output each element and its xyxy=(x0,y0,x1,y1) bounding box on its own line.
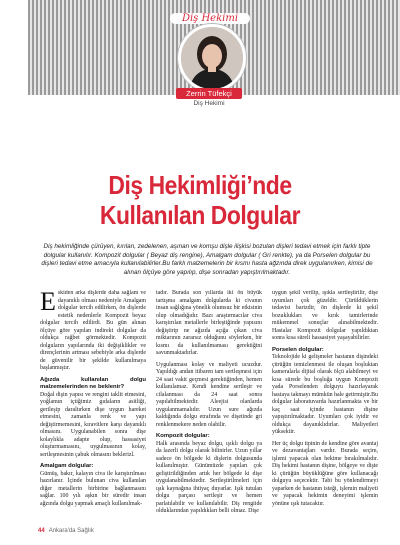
column-1 xyxy=(40,290,146,522)
title-line-2: Kullanılan Dolgular xyxy=(99,200,301,230)
paragraph: Gümüş, bakır, kalayın civa ile karıştırılması hazırlanır. İçinde bulunan civa kullanılan diğer metallerin birbirine bağlanmasını sağlar. 100 yılı aşkın bir süredir insan ağzında dolgu yapmak amaçlı kullanılmak- xyxy=(40,470,146,507)
paragraph: Uygulanması kolay ve maliyeti ucuzdur. Yapıldığı andan itibaren tam sertleşmesi için 24 saat vakit geçmesi gerektiğinden, hemen kullanılamaz. Kendi kendine sertleşir ve cilalanması da 24 saat sonra yapılabilmektedir. Aleejisi olanlarda uygulanmamalıdır. Uzun sure ağızda kaldığında dolgu etrafında ve dişetinde gri renklenmekere neden olabilir. xyxy=(156,361,262,428)
page-footer xyxy=(38,528,94,534)
section-label: Diş Hekimi xyxy=(170,13,250,24)
drop-cap: E xyxy=(40,290,56,316)
paragraph: tadır. Burada son yıllarda iki ön büyük tartışma amalgam dolgularda ki civanın insan sağlığına yönelik olumsuz bir etkisinin olup olmadığıdır. Bazı araştırmacılar civa karıştırılan metallerle birleştiğinde yapısını değiştirip ne ağızda açığa çıkan civa miktarının zararsız olduğunu söylerken, bir kısmı da kullanılmaması gerektiğini savunmaktadırlar. xyxy=(156,290,262,356)
column-3 xyxy=(272,290,378,522)
heading-amalgam: Amalgam dolgular: xyxy=(40,463,94,469)
author-title: Diş Hekimi xyxy=(193,100,225,107)
article-lead: Diş hekimliğinde çürüyen, kırılan, zedelenen, aşınan ve komşu dişle ilişkisi bozulan dişleri tedavi etmek için farklı tipte dolgular kullanılır. Kompozit dolgular ( Beyaz diş rengine), Amalgam dolgular ( Gri renkte), ya da Porselen dolgular bu dişleri tedavi etme amacıyla kullanılabilirler.Bu farklı malzemelerin bir kısmı hasta ağzında direk uygulanırken, kimisi de alınan ölçüye göre yapılıp, dişe sonradan yapıştırılmaktadır. xyxy=(41,243,373,277)
page-number: 44 xyxy=(38,528,45,534)
intro-paragraph xyxy=(40,290,146,373)
title-line-1: Diş Hekimliği’nde xyxy=(108,170,292,200)
article-title xyxy=(24,170,376,230)
author-photo-illustration xyxy=(181,27,243,89)
paragraph: uygun şekil verilip, ışıkla sertleştirilir, dişe uyumları çok güzeldir. Çürüldüklerin tedavisi barizdir, ön dişlerde ki şekil bozuklukları ve kırık tamirlerinde mükemmel sonuçlar alınabilmektedir. Hastalar Kompozit dolgular yapıldıktan sonra kısa süreli hassasiyet yaşayabilirler. xyxy=(272,290,378,341)
magazine-name: Ankara'da Sağlık xyxy=(48,528,94,534)
heading-porcelain: Porselen dolgular: xyxy=(272,346,324,353)
paragraph: Her üç dolgu tipinin de kendine göre avantaj ve dezavantajları vardır. Burada seçim, işlemi yapacak olan hekime bırakılmalıdır. Diş hekimi hastanın dişine, bölgeye ve dişte ki çürüğün büyüklüğüne göre kullanacağı dolguyu seçecektir. Tabi bu yönlendirmeyi yaparken de hastanın isteği, işlemin maliyeti ve yapacak hekimin deneyimi işlemin yönüne ışık tutacaktır. xyxy=(272,440,378,507)
author-name-badge: Zerrin Tüfekçi xyxy=(176,88,242,99)
heading-expectations: Ağızda kullanılan dolgu malzemelerinden ne beklenir? xyxy=(40,376,146,390)
author-portrait xyxy=(178,24,246,92)
paragraph: Doğal dişin yapısı ve rengini taklit etmesini, yoğlamın içtiğimiz gıdaların asitliği, gerileşip daraltırken dişe uygun hareket etmesini, zamanla renk ve yapı değiştirmemesini, kıravitlere karşı dayanıklı olmasını. Uygulanabilen sonra dişe kolaylıkla adapte olup, hassasiyet oluşturmamasını, uygulmasının kolay, sertleşmesinin çabuk olmasını beklerizl. xyxy=(40,391,146,458)
paragraph: Halk arasında beyaz dolgu, ışıklı dolgu ya da lazerli dolgu olarak bilinirler. Uzun yıllar sadece ön bölgede ki dişlerin dolgusunda kullanılmıştır. Günümüzde yapıları çok geliştirildiğinden artık her bölgede ki dişe uygulanabilmektedir. Sertleştirilmeleri için ışık kaynağına ihtiyaç duyarlar. Işık tutulan dolgu parçası sertleşir ve hemen parlatılabilir ve kullanılabilir. Diş rengiide olduklarından yapıldıkları belli olmaz. Dişe xyxy=(156,440,262,514)
column-2 xyxy=(156,290,262,522)
heading-composite: Kompozit dolgular: xyxy=(156,433,210,439)
article-body xyxy=(40,290,378,522)
intro-text: skiden arka dişlerde daha sağlam ve dayanıklı olması nedeniyle Amalgam dolgular tercih edilirken, ön dişlerde estetik nedenlerle Kompozit beyaz dolgular tercih edilirdi. Bu gün alınan ölçüye göre yapılan indirekt dolgular da oldukça rağbet görmektedir. Kompozit dolguların yapılarında iki değişiklikler ve dirençlerinin artması sebebiyle arka dişlerde de güvenilir bir şekilde kullanılmaya başlanmıştır. xyxy=(40,290,146,371)
paragraph: Teknolojide ki gelişmeler hastanın dişindeki çürüğün temizlenmesi ile oluşan boşluktan kameralarla dijital olarak ölçü alabilmeyi ve kısa sürede bu boşluğa uygun Kompozit yada Porselenden dolguyu hazırlayarak hastaya takmayı mümkün hale getirmiştir.Bu dolgular laboratuvarda hazırlanmakta ve bir kaç saat içinde hastanın dişine yapıştırılmaktadır. Uyumları çok iyidir ve oldukça dayanıklıdırlar. Maliyetleri yüksektir. xyxy=(272,354,378,435)
